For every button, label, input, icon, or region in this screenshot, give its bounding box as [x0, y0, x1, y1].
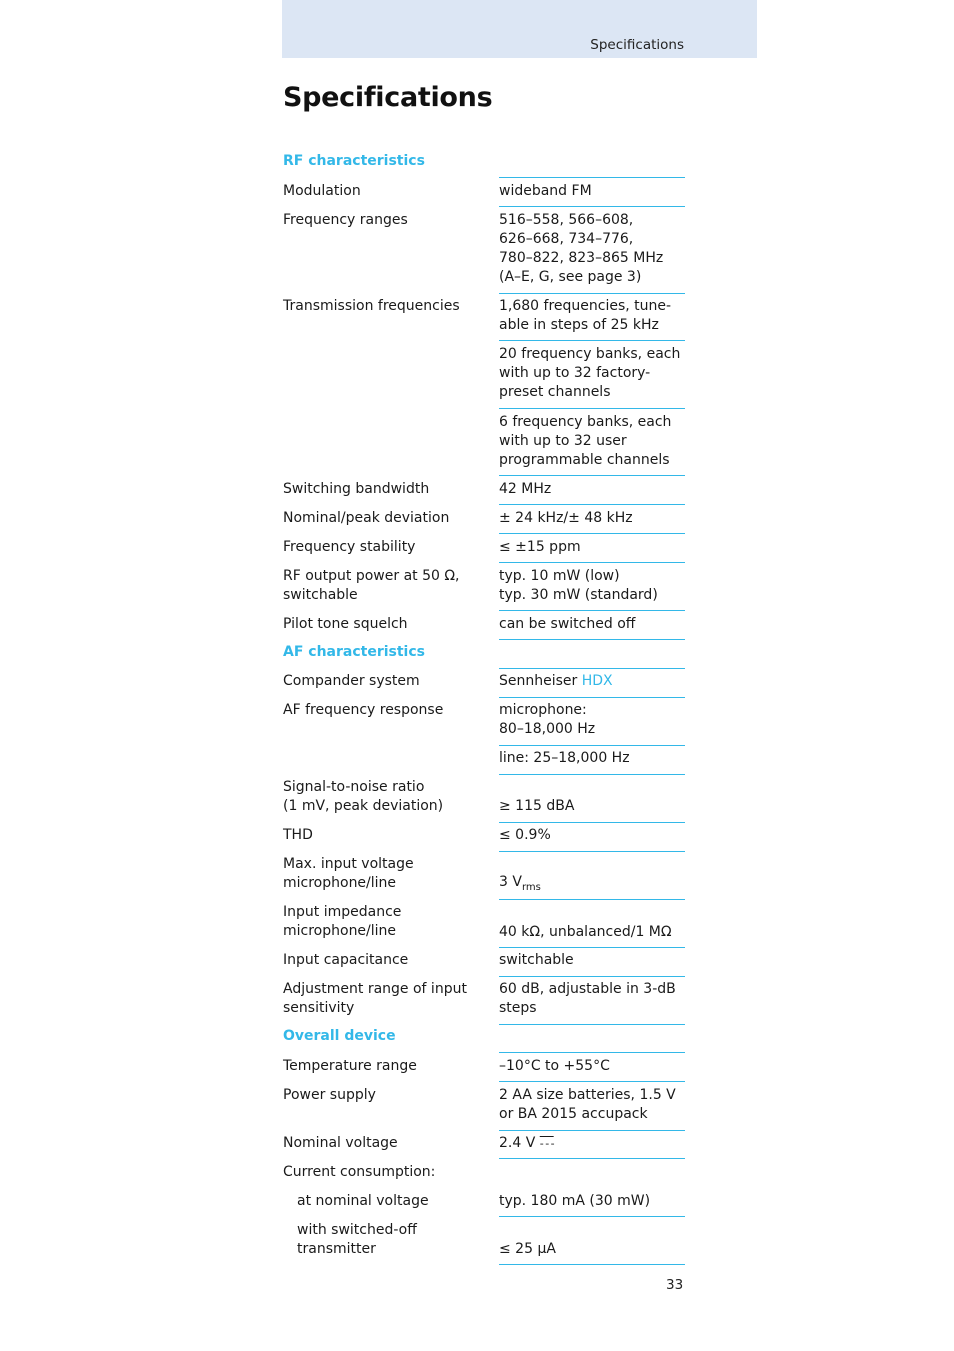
label-input-impedance: Input impedance microphone/line — [283, 904, 402, 939]
hdx-brand: HDX — [581, 673, 613, 689]
running-header: Specifications — [590, 37, 684, 53]
rule — [499, 533, 685, 534]
rule — [499, 1130, 685, 1131]
rule — [499, 206, 685, 207]
value-transmission-frequencies-3: 6 frequency banks, each with up to 32 user programmable channels — [499, 414, 672, 468]
value-input-capacitance: switchable — [499, 952, 574, 968]
rule — [499, 639, 685, 640]
compander-prefix: Sennheiser — [499, 673, 582, 689]
rule — [499, 562, 685, 563]
rule — [499, 899, 685, 900]
label-at-nominal-voltage: at nominal voltage — [297, 1193, 429, 1209]
value-temperature-range: –10°C to +55°C — [499, 1058, 610, 1074]
label-switched-off-transmitter: with switched-off transmitter — [297, 1222, 417, 1257]
page-title: Specifications — [283, 82, 493, 113]
nominal-voltage-text: 2.4 V — [499, 1135, 536, 1151]
value-switched-off-transmitter: ≤ 25 µA — [499, 1241, 556, 1257]
label-max-input-voltage: Max. input voltage microphone/line — [283, 856, 414, 891]
value-transmission-frequencies-2: 20 frequency banks, each with up to 32 factory- preset channels — [499, 346, 681, 400]
label-current-consumption: Current consumption: — [283, 1164, 436, 1180]
value-switching-bandwidth: 42 MHz — [499, 481, 552, 497]
section-overall-device: Overall device — [283, 1028, 396, 1044]
label-compander-system: Compander system — [283, 673, 420, 689]
label-thd: THD — [283, 827, 313, 843]
max-input-main: 3 V — [499, 874, 522, 890]
value-input-impedance: 40 kΩ, unbalanced/1 MΩ — [499, 924, 672, 940]
value-transmission-frequencies-1: 1,680 frequencies, tune- able in steps of 25 kHz — [499, 298, 672, 333]
rule — [499, 1081, 685, 1082]
value-max-input-voltage — [499, 873, 685, 897]
rule — [499, 745, 685, 746]
value-compander-system — [499, 672, 685, 691]
rule — [499, 1216, 685, 1217]
label-nominal-voltage: Nominal voltage — [283, 1135, 398, 1151]
value-signal-to-noise: ≥ 115 dBA — [499, 798, 575, 814]
label-rf-output-power: RF output power at 50 Ω, switchable — [283, 568, 460, 603]
value-frequency-ranges: 516–558, 566–608, 626–668, 734–776, 780–822, 823–865 MHz (A–E, G, see page 3) — [499, 212, 664, 285]
label-input-capacitance: Input capacitance — [283, 952, 409, 968]
rule — [499, 851, 685, 852]
dc-symbol-icon: - - - — [539, 1137, 554, 1150]
value-at-nominal-voltage: typ. 180 mA (30 mW) — [499, 1193, 651, 1209]
value-deviation: ± 24 kHz/± 48 kHz — [499, 510, 633, 526]
page-number: 33 — [666, 1277, 684, 1293]
rule — [499, 1024, 685, 1025]
rule — [499, 1264, 685, 1265]
rule — [499, 1158, 685, 1159]
label-temperature-range: Temperature range — [283, 1058, 417, 1074]
value-af-response-microphone: microphone: 80–18,000 Hz — [499, 702, 596, 737]
rule — [499, 504, 685, 505]
value-nominal-voltage — [499, 1134, 685, 1153]
value-thd: ≤ 0.9% — [499, 827, 551, 843]
value-frequency-stability: ≤ ±15 ppm — [499, 539, 581, 555]
rule — [499, 340, 685, 341]
rule — [499, 293, 685, 294]
label-switching-bandwidth: Switching bandwidth — [283, 481, 430, 497]
label-adjustment-range: Adjustment range of input sensitivity — [283, 981, 467, 1016]
section-af-characteristics: AF characteristics — [283, 644, 425, 660]
rule — [499, 822, 685, 823]
rule — [499, 976, 685, 977]
value-pilot-tone-squelch: can be switched off — [499, 616, 636, 632]
value-rf-output-power: typ. 10 mW (low) typ. 30 mW (standard) — [499, 568, 658, 603]
rule — [499, 177, 685, 178]
value-modulation: wideband FM — [499, 183, 592, 199]
max-input-sub: rms — [521, 881, 541, 893]
value-adjustment-range: 60 dB, adjustable in 3-dB steps — [499, 981, 676, 1016]
rule — [499, 947, 685, 948]
rule — [499, 610, 685, 611]
label-power-supply: Power supply — [283, 1087, 376, 1103]
label-deviation: Nominal/peak deviation — [283, 510, 450, 526]
header-band — [282, 0, 757, 58]
label-signal-to-noise: Signal-to-noise ratio (1 mV, peak deviation) — [283, 779, 444, 814]
section-rf-characteristics: RF characteristics — [283, 153, 425, 169]
rule — [499, 774, 685, 775]
label-frequency-stability: Frequency stability — [283, 539, 416, 555]
rule — [499, 697, 685, 698]
rule — [499, 668, 685, 669]
label-pilot-tone-squelch: Pilot tone squelch — [283, 616, 408, 632]
label-transmission-frequencies: Transmission frequencies — [283, 298, 460, 314]
rule — [499, 475, 685, 476]
label-frequency-ranges: Frequency ranges — [283, 212, 408, 228]
value-power-supply: 2 AA size batteries, 1.5 V or BA 2015 accupack — [499, 1087, 676, 1122]
label-af-frequency-response: AF frequency response — [283, 702, 444, 718]
rule — [499, 408, 685, 409]
rule — [499, 1052, 685, 1053]
label-modulation: Modulation — [283, 183, 361, 199]
value-af-response-line: line: 25–18,000 Hz — [499, 750, 630, 766]
